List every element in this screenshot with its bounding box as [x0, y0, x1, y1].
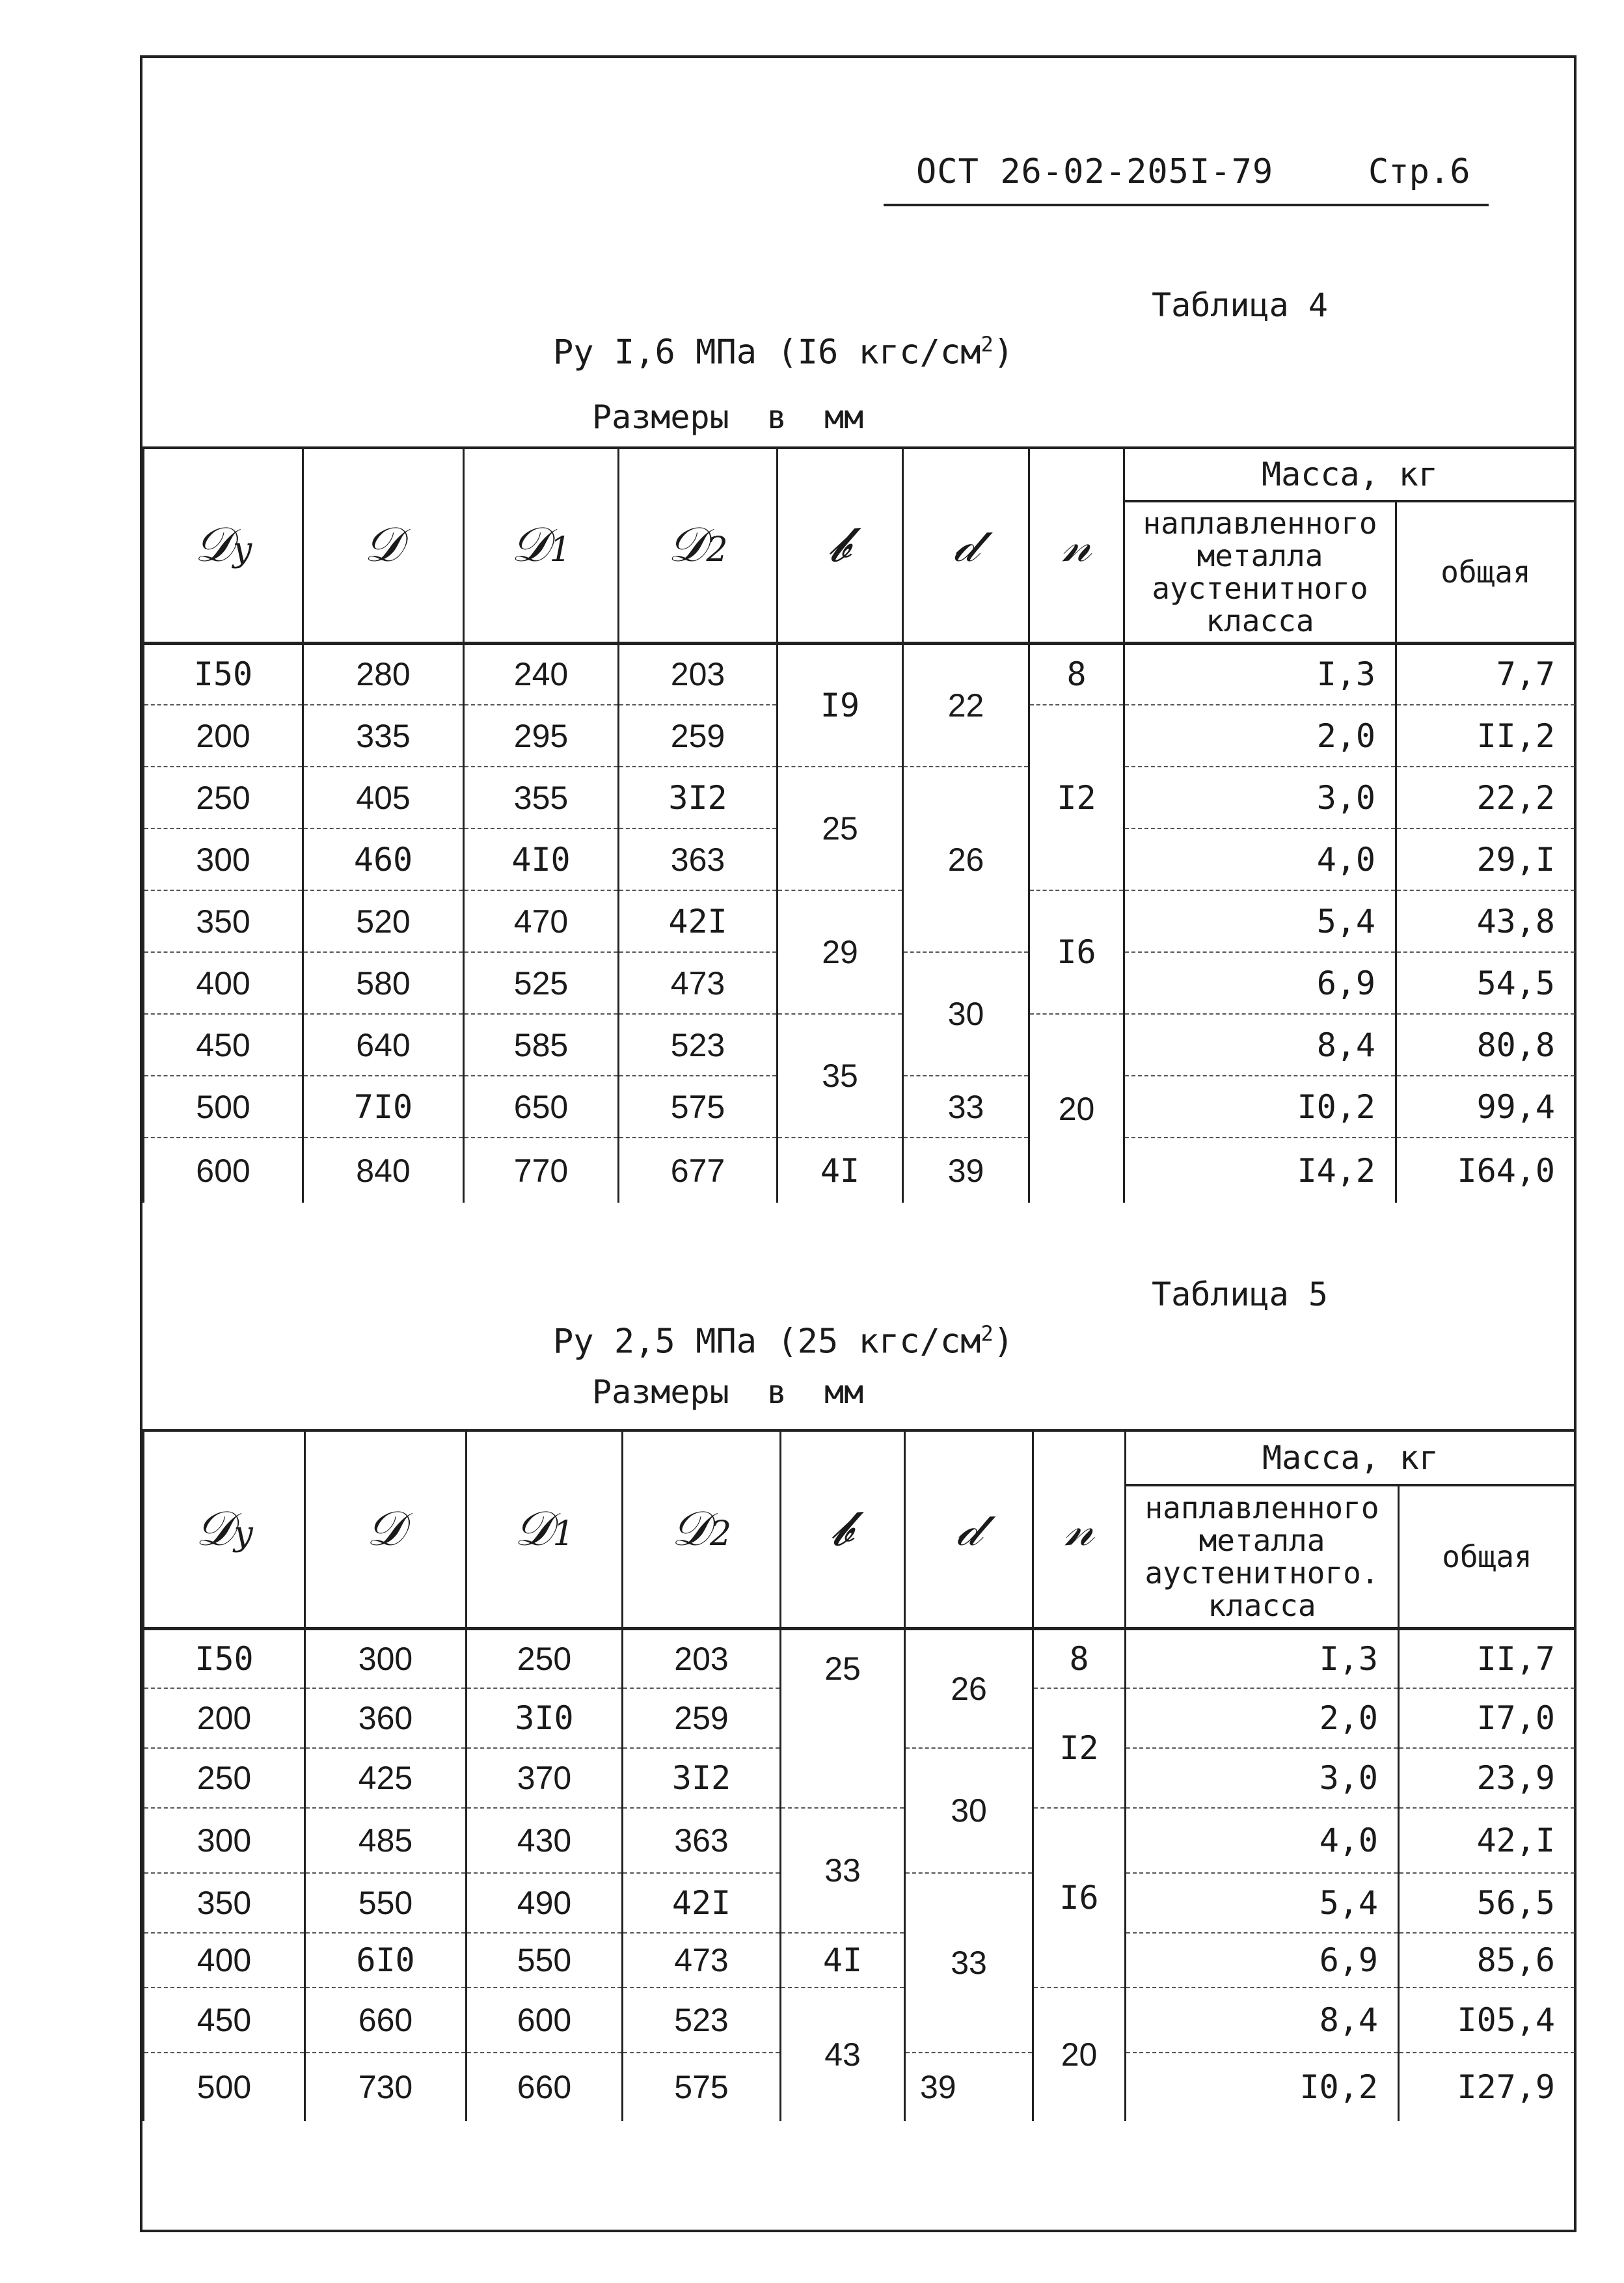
table-row: I50 280 240 203 I9 22 8 I,3 7,7 [144, 643, 1576, 705]
table-row: 400 6I0 550 473 4I 6,9 85,6 [144, 1933, 1576, 1988]
table-row: 200 335 295 259 I2 2,0 II,2 [144, 705, 1576, 767]
table4-units: Размеры в мм [592, 398, 864, 436]
table-row: 400 580 525 473 30 6,9 54,5 [144, 952, 1576, 1014]
column-header-b: 𝓫 [781, 1430, 905, 1628]
column-header-d: 𝒟 [305, 1430, 467, 1628]
column-header-mass-total: общая [1399, 1485, 1576, 1628]
table-row: 300 485 430 363 33 I6 4,0 42,I [144, 1808, 1576, 1873]
column-header-n: 𝓃 [1029, 448, 1124, 643]
table-row: 500 7I0 650 575 33 I0,2 99,4 [144, 1076, 1576, 1138]
column-header-mass-weld: наплавленного металла аустенитного класса [1124, 501, 1396, 643]
header-underline [884, 204, 1489, 206]
table5-label: Таблица 5 [1152, 1276, 1328, 1313]
column-header-d2: 𝒟2 [623, 1430, 781, 1628]
table-row: 450 640 585 523 35 20 8,4 80,8 [144, 1014, 1576, 1076]
table-row: 250 425 370 3I2 30 3,0 23,9 [144, 1748, 1576, 1808]
table-row: 500 730 660 575 39 I0,2 I27,9 [144, 2053, 1576, 2121]
column-header-hole-d: 𝒹 [905, 1430, 1033, 1628]
column-header-mass-total: общая [1396, 501, 1576, 643]
page-number: Стр.6 [1368, 152, 1470, 191]
table-row: 450 660 600 523 43 20 8,4 I05,4 [144, 1988, 1576, 2053]
table-row: 350 550 490 42I 33 5,4 56,5 [144, 1873, 1576, 1933]
column-header-d: 𝒟 [303, 448, 464, 643]
column-header-hole-d: 𝒹 [903, 448, 1029, 643]
table5 [142, 1429, 1577, 2121]
table4 [142, 446, 1577, 1203]
table4-label: Таблица 4 [1152, 286, 1328, 324]
table5-units: Размеры в мм [592, 1373, 864, 1411]
table-row: 300 460 4I0 363 4,0 29,I [144, 828, 1576, 890]
column-header-mass-weld: наплавленного металла аустенитного. класса [1126, 1485, 1399, 1628]
table-row: I50 300 250 203 25 26 8 I,3 II,7 [144, 1628, 1576, 1688]
table5-title: Ру 2,5 МПа (25 кгс/$см^2$) [553, 1321, 1014, 1361]
table-row: 600 840 770 677 4I 39 I4,2 I64,0 [144, 1138, 1576, 1203]
column-header-n: 𝓃 [1033, 1430, 1126, 1628]
column-header-d1: 𝒟1 [467, 1430, 623, 1628]
table-row: 350 520 470 42I 29 I6 5,4 43,8 [144, 890, 1576, 952]
column-header-dy: 𝒟y [144, 1430, 305, 1628]
column-header-mass: Масса, кг [1124, 448, 1576, 501]
table-row: 250 405 355 3I2 25 26 3,0 22,2 [144, 767, 1576, 828]
table-row: 200 360 3I0 259 I2 2,0 I7,0 [144, 1688, 1576, 1748]
column-header-d2: 𝒟2 [619, 448, 778, 643]
column-header-b: 𝓫 [778, 448, 903, 643]
column-header-d1: 𝒟1 [464, 448, 619, 643]
table4-title: Ру I,6 МПа (I6 кгс/$см^2$) [553, 332, 1014, 372]
column-header-mass: Масса, кг [1126, 1430, 1576, 1485]
document-code: ОСТ 26-02-205I-79 [916, 152, 1274, 191]
column-header-dy: 𝒟y [144, 448, 303, 643]
